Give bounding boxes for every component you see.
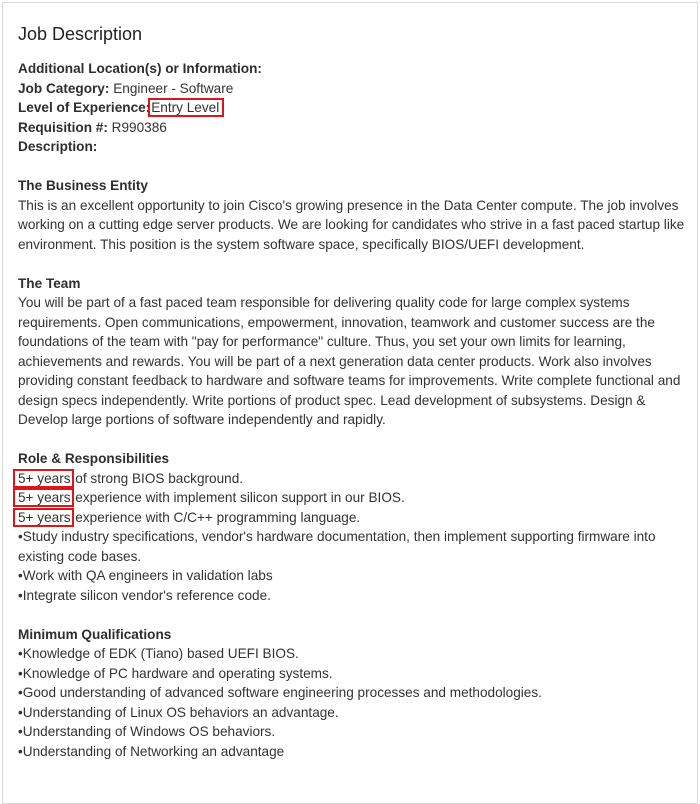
page-title: Job Description — [18, 24, 143, 44]
qualification-bullet: •Good understanding of advanced software engineering processes and methodologies. — [18, 685, 542, 700]
job-category-value: Engineer - Software — [113, 80, 234, 96]
requisition-row — [18, 118, 693, 138]
years-highlight: 5+ years — [15, 490, 72, 505]
team-heading: The Team — [18, 275, 81, 291]
role-bullet: •Work with QA engineers in validation labs — [18, 568, 273, 583]
qualifications-heading: Minimum Qualifications — [18, 626, 172, 642]
job-category-row — [18, 79, 693, 99]
requisition-label: Requisition #: — [18, 119, 108, 135]
description-row — [18, 137, 693, 157]
role-years-item — [18, 488, 693, 508]
experience-row — [18, 98, 693, 118]
requisition-value: R990386 — [111, 119, 167, 135]
years-item-text: of strong BIOS background. — [71, 470, 244, 486]
role-bullet: •Integrate silicon vendor's reference code. — [18, 587, 271, 603]
role-bullet: •Study industry specifications, vendor's hardware documentation, then implement supporting firmware into existing code bases. — [18, 529, 656, 564]
additional-location-row — [18, 59, 693, 79]
description-label: Description: — [18, 139, 98, 154]
team-text: You will be part of a fast paced team responsible for delivering quality code for large complex systems requirements. Open communications, empowerment, innovation, teamwork and customer success are the foundations of the team with "pay for performance" culture. Thus, you set your own limits for learning, achievements and rewards. You will be part of a next generation data center products. Work also involves providing constant feedback to hardware and software teams for improvements. Write complete functional and design specs independently. Write portions of product spec. Lead development of subsystems. Design & Develop large portions of software independently and rapidly. — [18, 295, 681, 427]
years-item-text: experience with implement silicon support in our BIOS. — [71, 490, 405, 505]
experience-label: Level of Experience: — [18, 100, 151, 115]
job-category-label: Job Category: — [18, 80, 110, 96]
qualification-bullet: •Knowledge of EDK (Tiano) based UEFI BIOS. — [18, 646, 299, 661]
job-description-card — [2, 2, 698, 804]
qualification-bullet: •Understanding of Networking an advantage — [18, 743, 285, 759]
qualification-bullet: •Understanding of Windows OS behaviors. — [18, 724, 276, 739]
business-text: This is an excellent opportunity to join Cisco's growing presence in the Data Center compute. The job involves working on a cutting edge server products. We are looking for candidates who strive in a fast paced startup like environment. This position is the system software space, specifically BIOS/UEFI development. — [18, 197, 685, 252]
qualification-bullet: •Knowledge of PC hardware and operating systems. — [18, 665, 333, 681]
years-highlight: 5+ years — [15, 510, 72, 525]
qualification-bullet: •Understanding of Linux OS behaviors an advantage. — [18, 704, 339, 720]
years-item-text: experience with C/C++ programming language. — [71, 509, 361, 525]
job-content — [18, 59, 693, 761]
role-heading: Role & Responsibilities — [18, 451, 170, 466]
experience-value-highlighted: Entry Level — [150, 100, 222, 115]
role-years-item — [18, 508, 693, 528]
years-highlight: 5+ years — [15, 471, 72, 486]
business-heading: The Business Entity — [18, 178, 148, 193]
additional-location-label: Additional Location(s) or Information: — [18, 61, 262, 76]
role-years-item — [18, 469, 693, 489]
